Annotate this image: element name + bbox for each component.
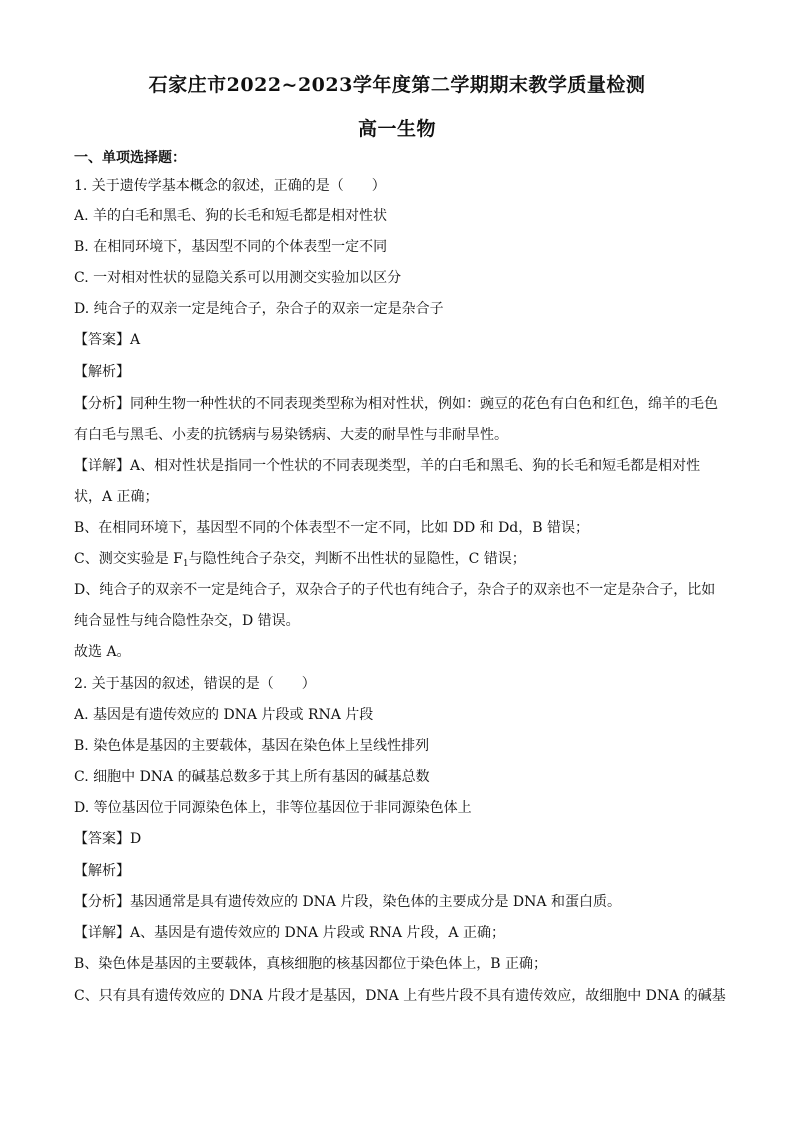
question-2-analysis-line: 【详解】A、基因是有遗传效应的 DNA 片段或 RNA 片段，A 正确； bbox=[74, 925, 505, 941]
question-1-analysis-line: B、在相同环境下，基因型不同的个体表型不一定不同，比如 DD 和 Dd，B 错误； bbox=[74, 520, 590, 536]
question-1-analysis-line: 有白毛与黑毛、小麦的抗锈病与易染锈病、大麦的耐旱性与非耐旱性。 bbox=[74, 427, 508, 443]
question-1-analysis-line: 【详解】A、相对性状是指同一个性状的不同表现类型，羊的白毛和黑毛、狗的长毛和短毛都是相对性 bbox=[74, 458, 701, 474]
text-fragment: C、测交实验是 F bbox=[74, 551, 183, 567]
question-2-analysis-line: 【分析】基因通常是具有遗传效应的 DNA 片段，染色体的主要成分是 DNA 和蛋白质。 bbox=[74, 894, 621, 910]
question-2-option-b: B. 染色体是基因的主要载体，基因在染色体上呈线性排列 bbox=[74, 738, 430, 754]
question-1-option-a: A. 羊的白毛和黑毛、狗的长毛和短毛都是相对性状 bbox=[74, 208, 388, 224]
question-2-option-c: C. 细胞中 DNA 的碱基总数多于其上所有基因的碱基总数 bbox=[74, 769, 430, 785]
question-1-analysis-line: 状，A 正确； bbox=[74, 489, 159, 505]
question-2-option-d: D. 等位基因位于同源染色体上，非等位基因位于非同源染色体上 bbox=[74, 800, 472, 816]
question-1-analysis-tag: 【解析】 bbox=[74, 364, 130, 380]
question-1-analysis-line: 【分析】同种生物一种性状的不同表现类型称为相对性状，例如：豌豆的花色有白色和红色，绵羊的毛色 bbox=[74, 396, 718, 412]
question-1-analysis-line-c bbox=[74, 549, 734, 574]
subscript: 1 bbox=[182, 559, 189, 569]
question-1-analysis-line: 纯合显性与纯合隐性杂交，D 错误。 bbox=[74, 613, 300, 629]
subject-title: 高一生物 bbox=[357, 118, 436, 140]
exam-title: 石家庄市2022~2023学年度第二学期期末教学质量检测 bbox=[148, 74, 646, 96]
question-1-stem: 1. 关于遗传学基本概念的叙述，正确的是（ ） bbox=[74, 178, 386, 194]
question-2-analysis-line: B、染色体是基因的主要载体，真核细胞的核基因都位于染色体上，B 正确； bbox=[74, 956, 548, 972]
question-2-analysis-line: C、只有具有遗传效应的 DNA 片段才是基因，DNA 上有些片段不具有遗传效应，故细胞中 DNA 的碱基 bbox=[74, 988, 726, 1004]
question-2-analysis-tag: 【解析】 bbox=[74, 863, 130, 879]
text-fragment: 与隐性纯合子杂交，判断不出性状的显隐性，C 错误； bbox=[188, 551, 526, 567]
question-1-answer: 【答案】A bbox=[74, 332, 141, 348]
question-2-stem: 2. 关于基因的叙述，错误的是（ ） bbox=[74, 676, 316, 692]
question-2-answer: 【答案】D bbox=[74, 831, 142, 847]
section-heading: 一、单项选择题： bbox=[74, 150, 186, 166]
question-1-conclusion: 故选 A。 bbox=[74, 644, 131, 660]
question-1-option-d: D. 纯合子的双亲一定是纯合子，杂合子的双亲一定是杂合子 bbox=[74, 301, 444, 317]
question-1-option-c: C. 一对相对性状的显隐关系可以用测交实验加以区分 bbox=[74, 270, 402, 286]
question-1-option-b: B. 在相同环境下，基因型不同的个体表型一定不同 bbox=[74, 239, 388, 255]
question-2-option-a: A. 基因是有遗传效应的 DNA 片段或 RNA 片段 bbox=[74, 707, 374, 723]
question-1-analysis-line: D、纯合子的双亲不一定是纯合子，双杂合子的子代也有纯合子，杂合子的双亲也不一定是杂合子，比如 bbox=[74, 582, 716, 598]
